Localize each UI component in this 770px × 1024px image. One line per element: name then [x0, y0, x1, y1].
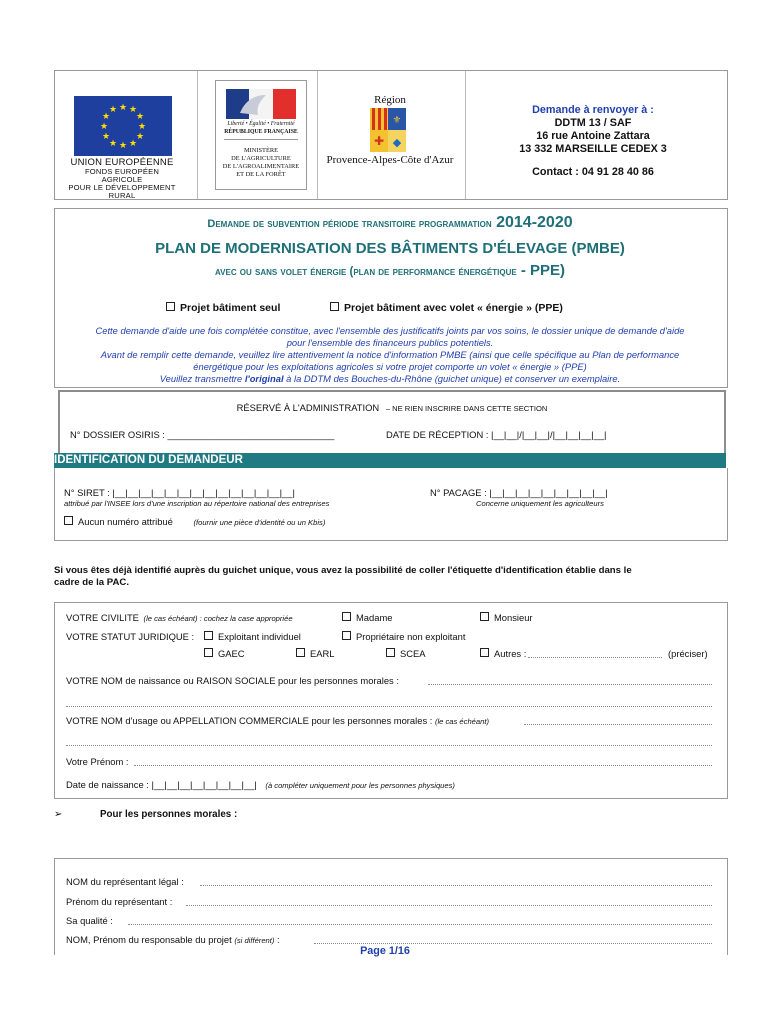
- option-label: Propriétaire non exploitant: [356, 631, 466, 642]
- title-subtitle-c: - PPE): [516, 262, 566, 279]
- gaec-option[interactable]: [204, 648, 245, 659]
- responsable-label: [66, 934, 280, 945]
- note-text: Veuillez transmettre: [159, 373, 245, 384]
- svg-text:★: ★: [108, 105, 118, 115]
- svg-text:★: ★: [99, 122, 109, 132]
- svg-text:★: ★: [118, 103, 128, 113]
- region-coat-of-arms-icon: [370, 108, 406, 152]
- option-label: Exploitant individuel: [218, 631, 301, 642]
- svg-text:★: ★: [135, 112, 145, 122]
- rep-prenom-input[interactable]: [186, 905, 712, 906]
- option-building-energy[interactable]: [330, 302, 563, 314]
- rep-prenom-label: Prénom du représentant :: [66, 896, 173, 907]
- proprietaire-option[interactable]: [342, 631, 465, 642]
- usage-text: VOTRE NOM d'usage ou APPELLATION COMMERCIALE pour les personnes morales :: [66, 715, 433, 726]
- option-label: Autres :: [494, 648, 527, 659]
- svg-text:⚜: ⚜: [392, 115, 402, 126]
- earl-option[interactable]: [296, 648, 335, 659]
- region-name: Provence-Alpes-Côte d'Azur: [326, 154, 454, 166]
- admin-reserved-box: [58, 390, 726, 456]
- monsieur-option[interactable]: [480, 612, 533, 623]
- option-label: Projet bâtiment avec volet « énergie » (PPE): [344, 302, 563, 314]
- note-line: Cette demande d'aide une fois complétée constitue, avec l'ensemble des justificatifs joints par vos soins, le dossier unique de demande d'aide: [95, 325, 685, 336]
- siret-note: attribué par l'INSEE lors d'une inscription au répertoire national des entreprises: [64, 499, 330, 508]
- guichet-note: [54, 565, 734, 589]
- contact-service: DDTM 13 / SAF: [554, 117, 632, 129]
- admin-reserved-label: RÉSERVÉ À L'ADMINISTRATION: [236, 402, 380, 413]
- note-line: [56, 373, 724, 385]
- osiris-number-field: N° DOSSIER OSIRIS : ________________________________: [70, 429, 335, 440]
- ministry-line: DE L'AGROALIMENTAIRE: [222, 163, 300, 170]
- preciser-label: (préciser): [668, 648, 708, 659]
- pacage-note: Concerne uniquement les agriculteurs: [476, 499, 604, 508]
- qualite-label: Sa qualité :: [66, 915, 113, 926]
- svg-text:★: ★: [101, 112, 111, 122]
- option-label: Madame: [356, 612, 393, 623]
- rf-divider: [224, 139, 298, 140]
- checkbox[interactable]: [342, 631, 351, 640]
- admin-reserved-note: – NE RIEN INSCRIRE DANS CETTE SECTION: [385, 404, 548, 413]
- nom-input-line2[interactable]: [66, 706, 712, 707]
- checkbox[interactable]: [386, 648, 395, 657]
- responsable-input[interactable]: [314, 943, 712, 944]
- exploitant-option[interactable]: [204, 631, 301, 642]
- scea-option[interactable]: [386, 648, 426, 659]
- checkbox[interactable]: [330, 302, 339, 311]
- admin-heading: [58, 402, 726, 413]
- republique-francaise-logo: [215, 80, 307, 190]
- no-number-option[interactable]: [64, 516, 325, 527]
- rf-motto: Liberté • Égalité • Fraternité: [227, 121, 295, 127]
- madame-option[interactable]: [342, 612, 392, 623]
- usage-input-line2[interactable]: [66, 745, 712, 746]
- option-building-only[interactable]: [166, 302, 280, 314]
- page-title: PLAN DE MODERNISATION DES BÂTIMENTS D'ÉLEVAGE (PMBE): [155, 240, 625, 257]
- siret-field[interactable]: N° SIRET : |__|__|__|__|__|__|__|__|__|__|__|__|__|__|: [64, 487, 295, 498]
- guichet-line: cadre de la PAC.: [54, 577, 130, 588]
- contact-street: 16 rue Antoine Zattara: [536, 130, 650, 142]
- note-emphasis: l'original: [244, 373, 284, 384]
- eu-flag-logo: [74, 96, 172, 156]
- ministry-name: [216, 147, 306, 179]
- eu-caption: [64, 158, 180, 200]
- note-line: énergétique pour les exploitations agricoles si votre projet comporte un volet « énergie » (PPE): [193, 361, 587, 372]
- checkbox[interactable]: [480, 648, 489, 657]
- title-subtitle-a: avec ou sans volet énergie (: [214, 266, 354, 278]
- svg-text:◆: ◆: [392, 136, 402, 149]
- title-prefix: Demande de subvention période transitoire programmation: [207, 218, 492, 230]
- option-label: SCEA: [400, 648, 426, 659]
- pacage-field[interactable]: N° PACAGE : |__|__|__|__|__|__|__|__|__|: [430, 487, 608, 498]
- title-years: 2014-2020: [496, 214, 573, 231]
- checkbox[interactable]: [204, 648, 213, 657]
- svg-text:★: ★: [137, 122, 147, 132]
- nom-label: VOTRE NOM de naissance ou RAISON SOCIALE pour les personnes morales :: [66, 675, 399, 686]
- contact-intro: Demande à renvoyer à :: [532, 104, 654, 116]
- ministry-line: MINISTÈRE: [243, 147, 279, 154]
- checkbox[interactable]: [296, 648, 305, 657]
- svg-text:★: ★: [128, 139, 138, 149]
- title-subtitle-b: plan de performance énergétique: [353, 266, 517, 278]
- rep-nom-input[interactable]: [200, 885, 712, 886]
- checkbox[interactable]: [342, 612, 351, 621]
- title-line1: [54, 214, 726, 232]
- svg-text:★: ★: [135, 132, 145, 142]
- contact-city: 13 332 MARSEILLE CEDEX 3: [519, 143, 667, 155]
- option-label: Projet bâtiment seul: [180, 302, 281, 314]
- note-text: à la DDTM des Bouches-du-Rhône (guichet unique) et conserver un exemplaire.: [283, 373, 621, 384]
- rf-name: RÉPUBLIQUE FRANÇAISE: [224, 129, 298, 135]
- responsable-note: (si différent): [234, 936, 275, 945]
- naissance-field[interactable]: Date de naissance : |__|__|__|__|__|__|__|__|: [66, 779, 257, 790]
- header-divider: [317, 71, 318, 199]
- svg-text:★: ★: [118, 141, 128, 151]
- checkbox[interactable]: [204, 631, 213, 640]
- instructions-note: [56, 325, 724, 385]
- reception-date-field: DATE DE RÉCEPTION : |__|__|/|__|__|/|__|__|__|__|: [386, 429, 607, 440]
- eu-caption-title: UNION EUROPÉENNE: [70, 157, 174, 168]
- morales-heading: Pour les personnes morales :: [100, 809, 238, 820]
- prenom-label: Votre Prénom :: [66, 756, 129, 767]
- civilite-label: [66, 612, 293, 623]
- region-label: Région: [374, 94, 406, 106]
- header-divider: [197, 71, 198, 199]
- eu-caption-fund: FONDS EUROPÉEN AGRICOLE: [84, 167, 160, 184]
- title-line3: [54, 262, 726, 280]
- responsable-text: NOM, Prénom du responsable du projet: [66, 934, 232, 945]
- naissance-row: [66, 779, 455, 790]
- eu-stars-icon: [74, 96, 172, 156]
- option-label: EARL: [310, 648, 335, 659]
- prenom-input[interactable]: [134, 765, 712, 766]
- usage-input[interactable]: [524, 724, 712, 725]
- option-label: GAEC: [218, 648, 245, 659]
- option-label: Monsieur: [494, 612, 533, 623]
- note-line: Avant de remplir cette demande, veuillez lire attentivement la notice d'information PMBE (ainsi que celle spécifique au Plan de performance: [100, 349, 680, 360]
- page-number: Page 1/16: [360, 945, 410, 957]
- contact-phone: Contact : 04 91 28 40 86: [532, 166, 654, 178]
- usage-note: (le cas échéant): [434, 717, 489, 726]
- qualite-input[interactable]: [128, 924, 712, 925]
- usage-label: [66, 715, 489, 726]
- civilite-text: VOTRE CIVILITE: [66, 612, 139, 623]
- checkbox[interactable]: [480, 612, 489, 621]
- responsable-colon: :: [277, 934, 280, 945]
- checkbox[interactable]: [64, 516, 73, 525]
- svg-text:★: ★: [108, 139, 118, 149]
- statut-label: VOTRE STATUT JURIDIQUE :: [66, 631, 195, 642]
- section-header-identification: IDENTIFICATION DU DEMANDEUR: [54, 453, 726, 468]
- marianne-flag-icon: [226, 89, 296, 119]
- autres-option[interactable]: [480, 648, 526, 659]
- ministry-line: DE L'AGRICULTURE: [231, 155, 291, 162]
- note-line: pour l'ensemble des financeurs publics potentiels.: [286, 337, 494, 348]
- naissance-note: (à compléter uniquement pour les personnes physiques): [265, 781, 455, 790]
- svg-text:★: ★: [128, 105, 138, 115]
- guichet-line: Si vous êtes déjà identifié auprès du guichet unique, vous avez la possibilité de coller l'étiquette d'identification établie dans le: [54, 565, 632, 576]
- svg-text:★: ★: [101, 132, 111, 142]
- civilite-note: (le cas échéant) : cochez la case appropriée: [143, 614, 293, 623]
- no-number-label: Aucun numéro attribué: [78, 516, 173, 527]
- ministry-line: ET DE LA FORÊT: [236, 171, 286, 178]
- autres-input[interactable]: [528, 657, 662, 658]
- svg-text:✚: ✚: [373, 134, 385, 148]
- rep-nom-label: NOM du représentant légal :: [66, 876, 184, 887]
- bullet-arrow-icon: ➢: [54, 809, 63, 820]
- contact-block: [466, 104, 720, 179]
- nom-input[interactable]: [428, 684, 712, 685]
- no-number-note: (fournir une pièce d'identité ou un Kbis): [193, 518, 326, 527]
- eu-caption-fund2: POUR LE DÉVELOPPEMENT RURAL: [68, 183, 176, 200]
- checkbox[interactable]: [166, 302, 175, 311]
